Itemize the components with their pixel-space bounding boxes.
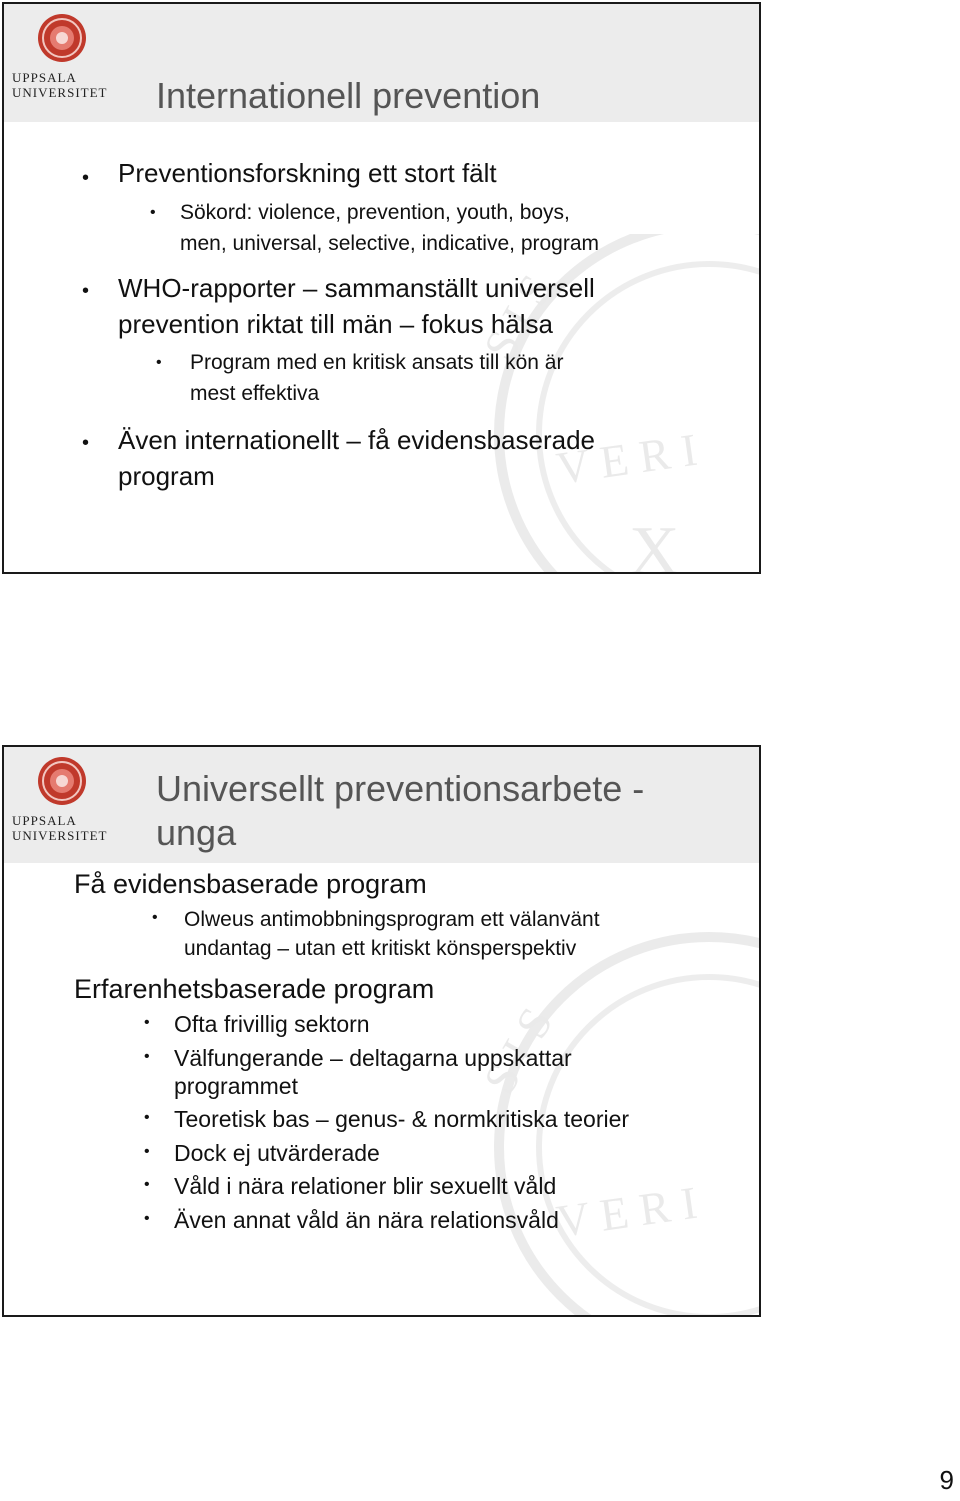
bullet-l2-cont: men, universal, selective, indicative, program — [180, 232, 600, 255]
bullet-dot: • — [144, 1109, 150, 1126]
university-logo — [12, 755, 116, 843]
bullet-l1: Även internationellt – få evidensbaserade — [118, 425, 595, 455]
bullet-l2-cont: mest effektiva — [190, 382, 320, 405]
bullet-dot: • — [156, 354, 162, 371]
logo-line-1: UPPSALA — [12, 70, 77, 85]
bullet-l1: WHO-rapporter – sammanställt universell — [118, 273, 595, 303]
slide-title-line-2: unga — [156, 812, 237, 853]
svg-text:X: X — [629, 513, 680, 590]
bullet-l2-cont: undantag – utan ett kritiskt könsperspektiv — [184, 937, 577, 960]
logo-line-1: UPPSALA — [12, 813, 77, 828]
page-number: 9 — [939, 1465, 954, 1495]
bullet-dot: • — [82, 167, 90, 189]
list-item: Dock ej utvärderade — [174, 1140, 380, 1166]
seal-icon — [36, 755, 88, 807]
bullet-dot: • — [144, 1210, 150, 1227]
list-item-cont: programmet — [174, 1073, 298, 1099]
logo-line-2: UNIVERSITET — [12, 828, 108, 843]
list-item: Även annat våld än nära relationsvåld — [174, 1207, 559, 1233]
svg-text:S I S: S I S — [473, 266, 563, 369]
bullet-l2: Olweus antimobbningsprogram ett välanvänt — [184, 908, 600, 931]
bullet-dot: • — [144, 1014, 150, 1031]
svg-text:V E R I: V E R I — [553, 423, 701, 494]
bullet-dot: • — [144, 1176, 150, 1193]
svg-text:V E R I: V E R I — [553, 1176, 701, 1247]
section-heading: Få evidensbaserade program — [74, 869, 427, 899]
bullet-dot: • — [152, 909, 158, 926]
bullet-l1: Preventionsforskning ett stort fält — [118, 158, 497, 188]
list-item: Välfungerande – deltagarna uppskattar — [174, 1045, 572, 1071]
bullet-dot: • — [82, 432, 90, 454]
seal-icon — [36, 12, 88, 64]
bullet-dot: • — [82, 280, 90, 302]
list-item: Ofta frivillig sektorn — [174, 1011, 370, 1037]
bullet-dot: • — [144, 1143, 150, 1160]
bullet-l1-cont: program — [118, 461, 215, 491]
slide-2 — [2, 745, 761, 1317]
slide-title-line-1: Universellt preventionsarbete - — [156, 768, 645, 809]
list-item: Teoretisk bas – genus- & normkritiska teorier — [174, 1106, 630, 1132]
svg-text:S I S: S I S — [473, 999, 563, 1102]
slide-1 — [2, 2, 761, 590]
slide-title — [156, 767, 716, 855]
bullet-dot: • — [150, 204, 156, 221]
bullet-l2: Program med en kritisk ansats till kön är — [190, 351, 564, 374]
bullet-l2: Sökord: violence, prevention, youth, boys, — [180, 201, 570, 224]
bullet-l1-cont: prevention riktat till män – fokus hälsa — [118, 309, 553, 339]
list-item: Våld i nära relationer blir sexuellt våld — [174, 1173, 557, 1199]
logo-wordmark — [12, 813, 116, 843]
slide-title: Internationell prevention — [156, 75, 541, 116]
section-heading: Erfarenhetsbaserade program — [74, 974, 435, 1004]
bullet-dot: • — [144, 1048, 150, 1065]
logo-line-2: UNIVERSITET — [12, 85, 108, 100]
university-logo — [12, 12, 116, 100]
logo-wordmark — [12, 70, 116, 100]
